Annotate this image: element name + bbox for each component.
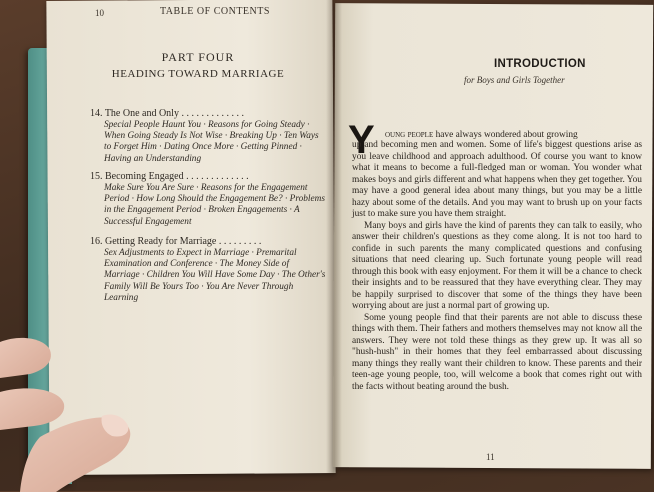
paragraph: Some young people find that their parents are not able to discuss these things with them. Their fathers and mothers themselves may not know all the answers. They were not told these things as they grew up. It was all so "hush-hush" in their homes that they feel embarrassed about discussing many things they really want their children to know. These parents and their teen-age young people, too, will welcome a book that comes right out with the facts without beating around the bush. xyxy=(352,312,642,392)
first-line-smallcaps: oung people xyxy=(385,130,434,140)
chapter-title: 15. Becoming Engaged . . . . . . . . . . . . . xyxy=(90,171,249,182)
running-head: TABLE OF CONTENTS xyxy=(160,6,270,17)
chapter-topics: Sex Adjustments to Expect in Marriage · Premarital Examination and Conference · The Money Side of Marriage · Children You Will Have Some Day · The Other's Family Will Be Yours Too · You Are Never Through Learning xyxy=(104,248,326,303)
introduction-title: INTRODUCTION xyxy=(494,58,586,70)
right-page-number: 11 xyxy=(486,452,495,462)
first-line xyxy=(385,130,642,140)
first-line-rest: have always wondered about growing xyxy=(433,130,578,140)
chapter-topics: Make Sure You Are Sure · Reasons for the Engagement Period · How Long Should the Engagement Be? · Problems in the Engagement Period · Broken Engagements · A Successful Engagement xyxy=(104,183,325,227)
introduction-body xyxy=(352,140,642,393)
chapter-title: 14. The One and Only . . . . . . . . . . . . . xyxy=(90,108,244,119)
left-page-number: 10 xyxy=(95,8,104,18)
chapter-15 xyxy=(90,171,326,228)
chapter-title: 16. Getting Ready for Marriage . . . . . . . . . xyxy=(90,236,262,247)
part-title: PART FOUR xyxy=(161,50,235,64)
book-gutter xyxy=(326,0,342,474)
paragraph: up and becoming men and women. Some of life's biggest questions arise as you leave childhood and approach adulthood. Of course you want to know what it means to become a full-fledged man or woman. You wonder what makes boys and girls different and what happens when they get together. You may have a good general idea about many things, but you may be a little hazy about some of the details. And you may want to brush up on your facts just to make sure you have them straight. xyxy=(352,140,642,219)
chapter-topics: Special People Haunt You · Reasons for Going Steady · When Going Steady Is Not Wise · Breaking Up · Ten Ways to Forget Him · Dating Once More · Getting Pinned · Having an Understanding xyxy=(104,120,319,164)
paragraph: Many boys and girls have the kind of parents they can talk to easily, who answer their children's questions as they come along. It is not too hard to confide in such parents the many complicated questions and confusing situations that need clearing up. Such fortunate young people will read through this book with easy enjoyment. For them it will be a chance to check their insights and to be reassured that they have everything clear. They may be happily surprised to discover that some of the things they have been worrying about are just a normal part of growing up. xyxy=(352,220,642,311)
introduction-subtitle: for Boys and Girls Together xyxy=(464,75,565,85)
hand xyxy=(0,332,140,492)
chapter-16 xyxy=(90,236,326,304)
part-subtitle: HEADING TOWARD MARRIAGE xyxy=(111,68,285,80)
drop-cap: Y xyxy=(348,118,375,162)
chapter-14 xyxy=(90,108,326,165)
